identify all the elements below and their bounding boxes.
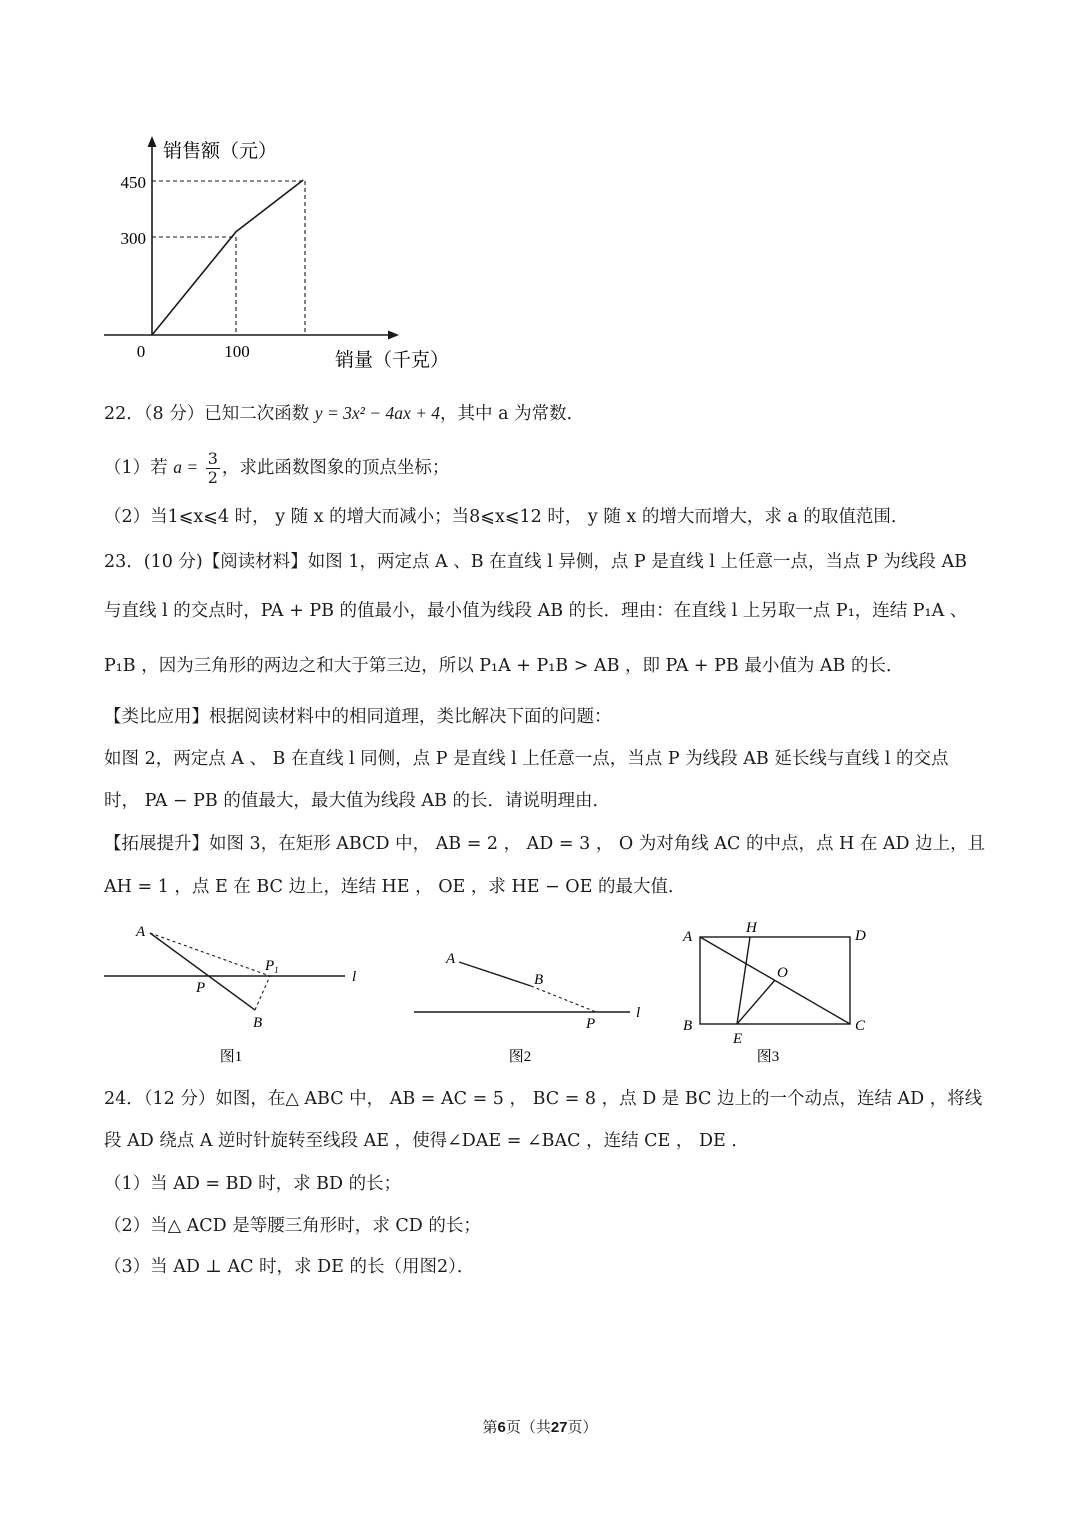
fig2-segment-AB: [459, 962, 531, 986]
q23-line4: 【类比应用】根据阅读材料中的相同道理，类比解决下面的问题：: [104, 707, 612, 727]
fig3-caption: 图3: [756, 1049, 780, 1065]
fig3-label-O: O: [777, 965, 788, 981]
fig2-caption: 图2: [508, 1049, 532, 1065]
q22-part2: （2）当1⩽x⩽4 时， y 随 x 的增大而减小；当8⩽x⩽12 时， y 随 x 的增大而增大，求 a 的取值范围．: [104, 507, 909, 527]
page-footer: 第6页（共27页）: [482, 1418, 598, 1436]
q23-line2: 与直线 l 的交点时，PA + PB 的值最小，最小值为线段 AB 的长．理由：在直线 l 上另取一点 P₁，连结 P₁A 、: [104, 601, 968, 621]
q24-line1: 24．（12 分）如图，在△ ABC 中， AB = AC = 5 ， BC = 8 ，点 D 是 BC 边上的一个动点，连结 AD ，将线: [104, 1089, 983, 1109]
fig2-label-B: B: [534, 972, 544, 988]
x-axis-label: 销量（千克）: [335, 350, 450, 371]
y-axis-label: 销售额（元）: [163, 141, 278, 162]
fig3-label-B: B: [683, 1018, 693, 1034]
fig1-segment-BP1: [255, 976, 270, 1010]
q24-part1: （1）当 AD = BD 时，求 BD 的长；: [104, 1174, 402, 1194]
q23-line6: 时， PA − PB 的值最大，最大值为线段 AB 的长．请说明理由．: [104, 791, 610, 811]
fig1-label-P: P: [196, 980, 206, 996]
sales-chart: [95, 125, 450, 380]
fig1-segment-AP1: [150, 933, 270, 976]
fig2-label-l: l: [636, 1005, 641, 1021]
fig2-segment-BP: [531, 986, 596, 1012]
figure-1: [95, 915, 385, 1075]
fig3-label-D: D: [855, 928, 866, 944]
x-axis-arrow: [388, 331, 399, 340]
sales-line: [152, 180, 303, 335]
y-axis-arrow: [148, 136, 157, 147]
q23-line8: AH = 1 ，点 E 在 BC 边上，连结 HE ， OE ，求 HE − OE 的最大值．: [104, 877, 686, 897]
q24-part3: （3）当 AD ⊥ AC 时，求 DE 的长（用图2）．: [104, 1257, 475, 1277]
fig2-label-A: A: [446, 951, 456, 967]
fig1-segment-AB: [150, 933, 255, 1010]
page-number: 6: [497, 1419, 506, 1436]
fig1-label-P1: $P_1$: [265, 958, 279, 975]
q23-line1: 23．(10 分)【阅读材料】如图 1，两定点 A 、B 在直线 l 异侧，点 P 是直线 l 上任意一点，当点 P 为线段 AB: [104, 552, 967, 572]
fig3-label-A: A: [683, 929, 693, 945]
fig1-label-B: B: [253, 1015, 263, 1031]
fig2-label-P: P: [586, 1016, 596, 1032]
page-total: 27: [550, 1419, 568, 1436]
origin-label: 0: [136, 342, 146, 361]
fig3-label-E: E: [733, 1031, 743, 1047]
x-tick-100: 100: [224, 342, 250, 361]
q22-part1: （1）若 a = $\frac{3}{2}$ ，求此函数图象的顶点坐标；: [104, 449, 450, 487]
fig1-caption: 图1: [219, 1049, 243, 1065]
fraction-3-2: $\frac{3}{2}$: [207, 449, 218, 487]
q23-line5: 如图 2，两定点 A 、 B 在直线 l 同侧，点 P 是直线 l 上任意一点，当点 P 为线段 AB 延长线与直线 l 的交点: [104, 749, 949, 769]
q24-line2: 段 AD 绕点 A 逆时针旋转至线段 AE ，使得∠DAE = ∠BAC ，连结 CE ， DE ．: [104, 1131, 749, 1151]
fig3-label-C: C: [855, 1018, 866, 1034]
fig1-label-A: A: [136, 924, 146, 940]
q24-part2: （2）当△ ACD 是等腰三角形时，求 CD 的长；: [104, 1216, 481, 1236]
q23-line3: P₁B ，因为三角形的两边之和大于第三边，所以 P₁A + P₁B > AB ，即 PA + PB 最小值为 AB 的长．: [104, 656, 904, 676]
q23-line7: 【拓展提升】如图 3，在矩形 ABCD 中， AB = 2 ， AD = 3 ， O 为对角线 AC 的中点，点 H 在 AD 边上，且: [104, 834, 986, 854]
q22-formula: y = 3x² − 4ax + 4: [314, 403, 441, 423]
q22-stem: 22．（8 分）已知二次函数 y = 3x² − 4ax + 4，其中 a 为常数．: [104, 403, 585, 424]
y-tick-300: 300: [120, 229, 146, 248]
figure-2: [405, 940, 665, 1070]
y-tick-450: 450: [120, 173, 146, 192]
fig1-label-l: l: [352, 969, 357, 985]
figure-3: [675, 912, 875, 1072]
fig3-label-H: H: [746, 920, 757, 936]
